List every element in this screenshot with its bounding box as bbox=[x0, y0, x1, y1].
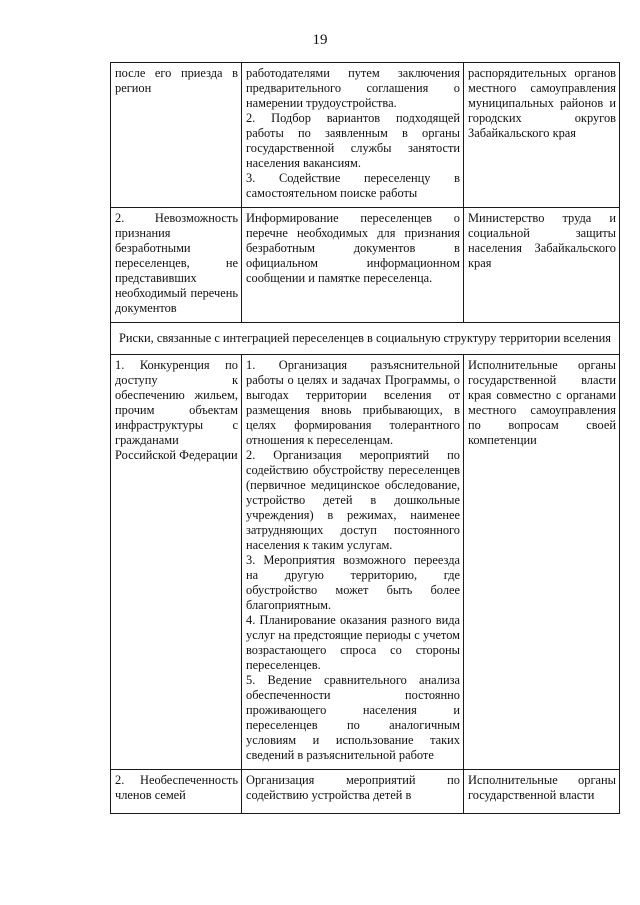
responsible-cell bbox=[464, 770, 620, 814]
table-row bbox=[111, 208, 620, 323]
measure-text: Организация мероприятий по содействию устройства детей в bbox=[246, 773, 460, 802]
measure-text: 1. Организация разъяснительной работы о целях и задачах Программы, о выгодах территории вселения от размещения вновь прибывающих, в целях формирования толерантного отношения к переселенцам. bbox=[246, 358, 460, 447]
responsible-text: Исполнительные органы государственной власти края совместно с органами местного самоуправления по вопросам своей компетенции bbox=[468, 358, 616, 447]
measures-cell bbox=[242, 355, 464, 770]
responsible-cell bbox=[464, 355, 620, 770]
measures-cell bbox=[242, 63, 464, 208]
measures-cell bbox=[242, 770, 464, 814]
risk-text: 2. Невозможность признания безработными переселенцев, не представивших необходимый перечень документов bbox=[115, 211, 238, 315]
measure-text: 2. Подбор вариантов подходящей работы по заявленным в органы государственной службы занятости населения вакансиям. bbox=[246, 111, 460, 170]
table-row bbox=[111, 770, 620, 814]
measure-text: 2. Организация мероприятий по содействию обустройству переселенцев (первичное медицинское обследование, устройство детей в дошкольные учреждения) в режимах, наименее затрудняющих доступ постоянного населения к таким услугам. bbox=[246, 448, 460, 552]
measure-text: 5. Ведение сравнительного анализа обеспеченности постоянно проживающего населения и переселенцев по аналогичным условиям и использование таких сведений в разъяснительной работе bbox=[246, 673, 460, 762]
risk-measures-table bbox=[110, 62, 620, 814]
measure-text: 3. Содействие переселенцу в самостоятельном поиске работы bbox=[246, 171, 460, 200]
measure-text: работодателями путем заключения предварительного соглашения о намерении трудоустройства. bbox=[246, 66, 460, 110]
responsible-cell bbox=[464, 63, 620, 208]
risk-cell bbox=[111, 770, 242, 814]
measure-text: Информирование переселенцев о перечне необходимых для признания безработным документов в официальном информационном сообщении и памятке переселенца. bbox=[246, 211, 460, 285]
risk-cell bbox=[111, 208, 242, 323]
responsible-cell bbox=[464, 208, 620, 323]
responsible-text: Министерство труда и социальной защиты населения Забайкальского края bbox=[468, 211, 616, 270]
section-heading-row bbox=[111, 323, 620, 355]
responsible-text: Исполнительные органы государственной власти bbox=[468, 773, 616, 802]
responsible-text: распорядительных органов местного самоуправления муниципальных районов и городских округов Забайкальского края bbox=[468, 66, 616, 140]
table-row bbox=[111, 355, 620, 770]
risk-text: 1. Конкуренция по доступу к обеспечению жильем, прочим объектам инфраструктуры с гражданами Российской Федерации bbox=[115, 358, 238, 462]
risk-cell bbox=[111, 63, 242, 208]
section-heading: Риски, связанные с интеграцией переселенцев в социальную структуру территории вселения bbox=[111, 323, 620, 355]
measures-cell bbox=[242, 208, 464, 323]
risk-text: после его приезда в регион bbox=[115, 66, 238, 95]
risk-text: 2. Необеспеченность членов семей bbox=[115, 773, 238, 802]
measure-text: 3. Мероприятия возможного переезда на другую территорию, где обустройство может быть более благоприятным. bbox=[246, 553, 460, 612]
risk-cell bbox=[111, 355, 242, 770]
table-row bbox=[111, 63, 620, 208]
page-number: 19 bbox=[312, 32, 328, 48]
measure-text: 4. Планирование оказания разного вида услуг на предстоящие периоды с учетом возрастающего спроса со стороны переселенцев. bbox=[246, 613, 460, 672]
